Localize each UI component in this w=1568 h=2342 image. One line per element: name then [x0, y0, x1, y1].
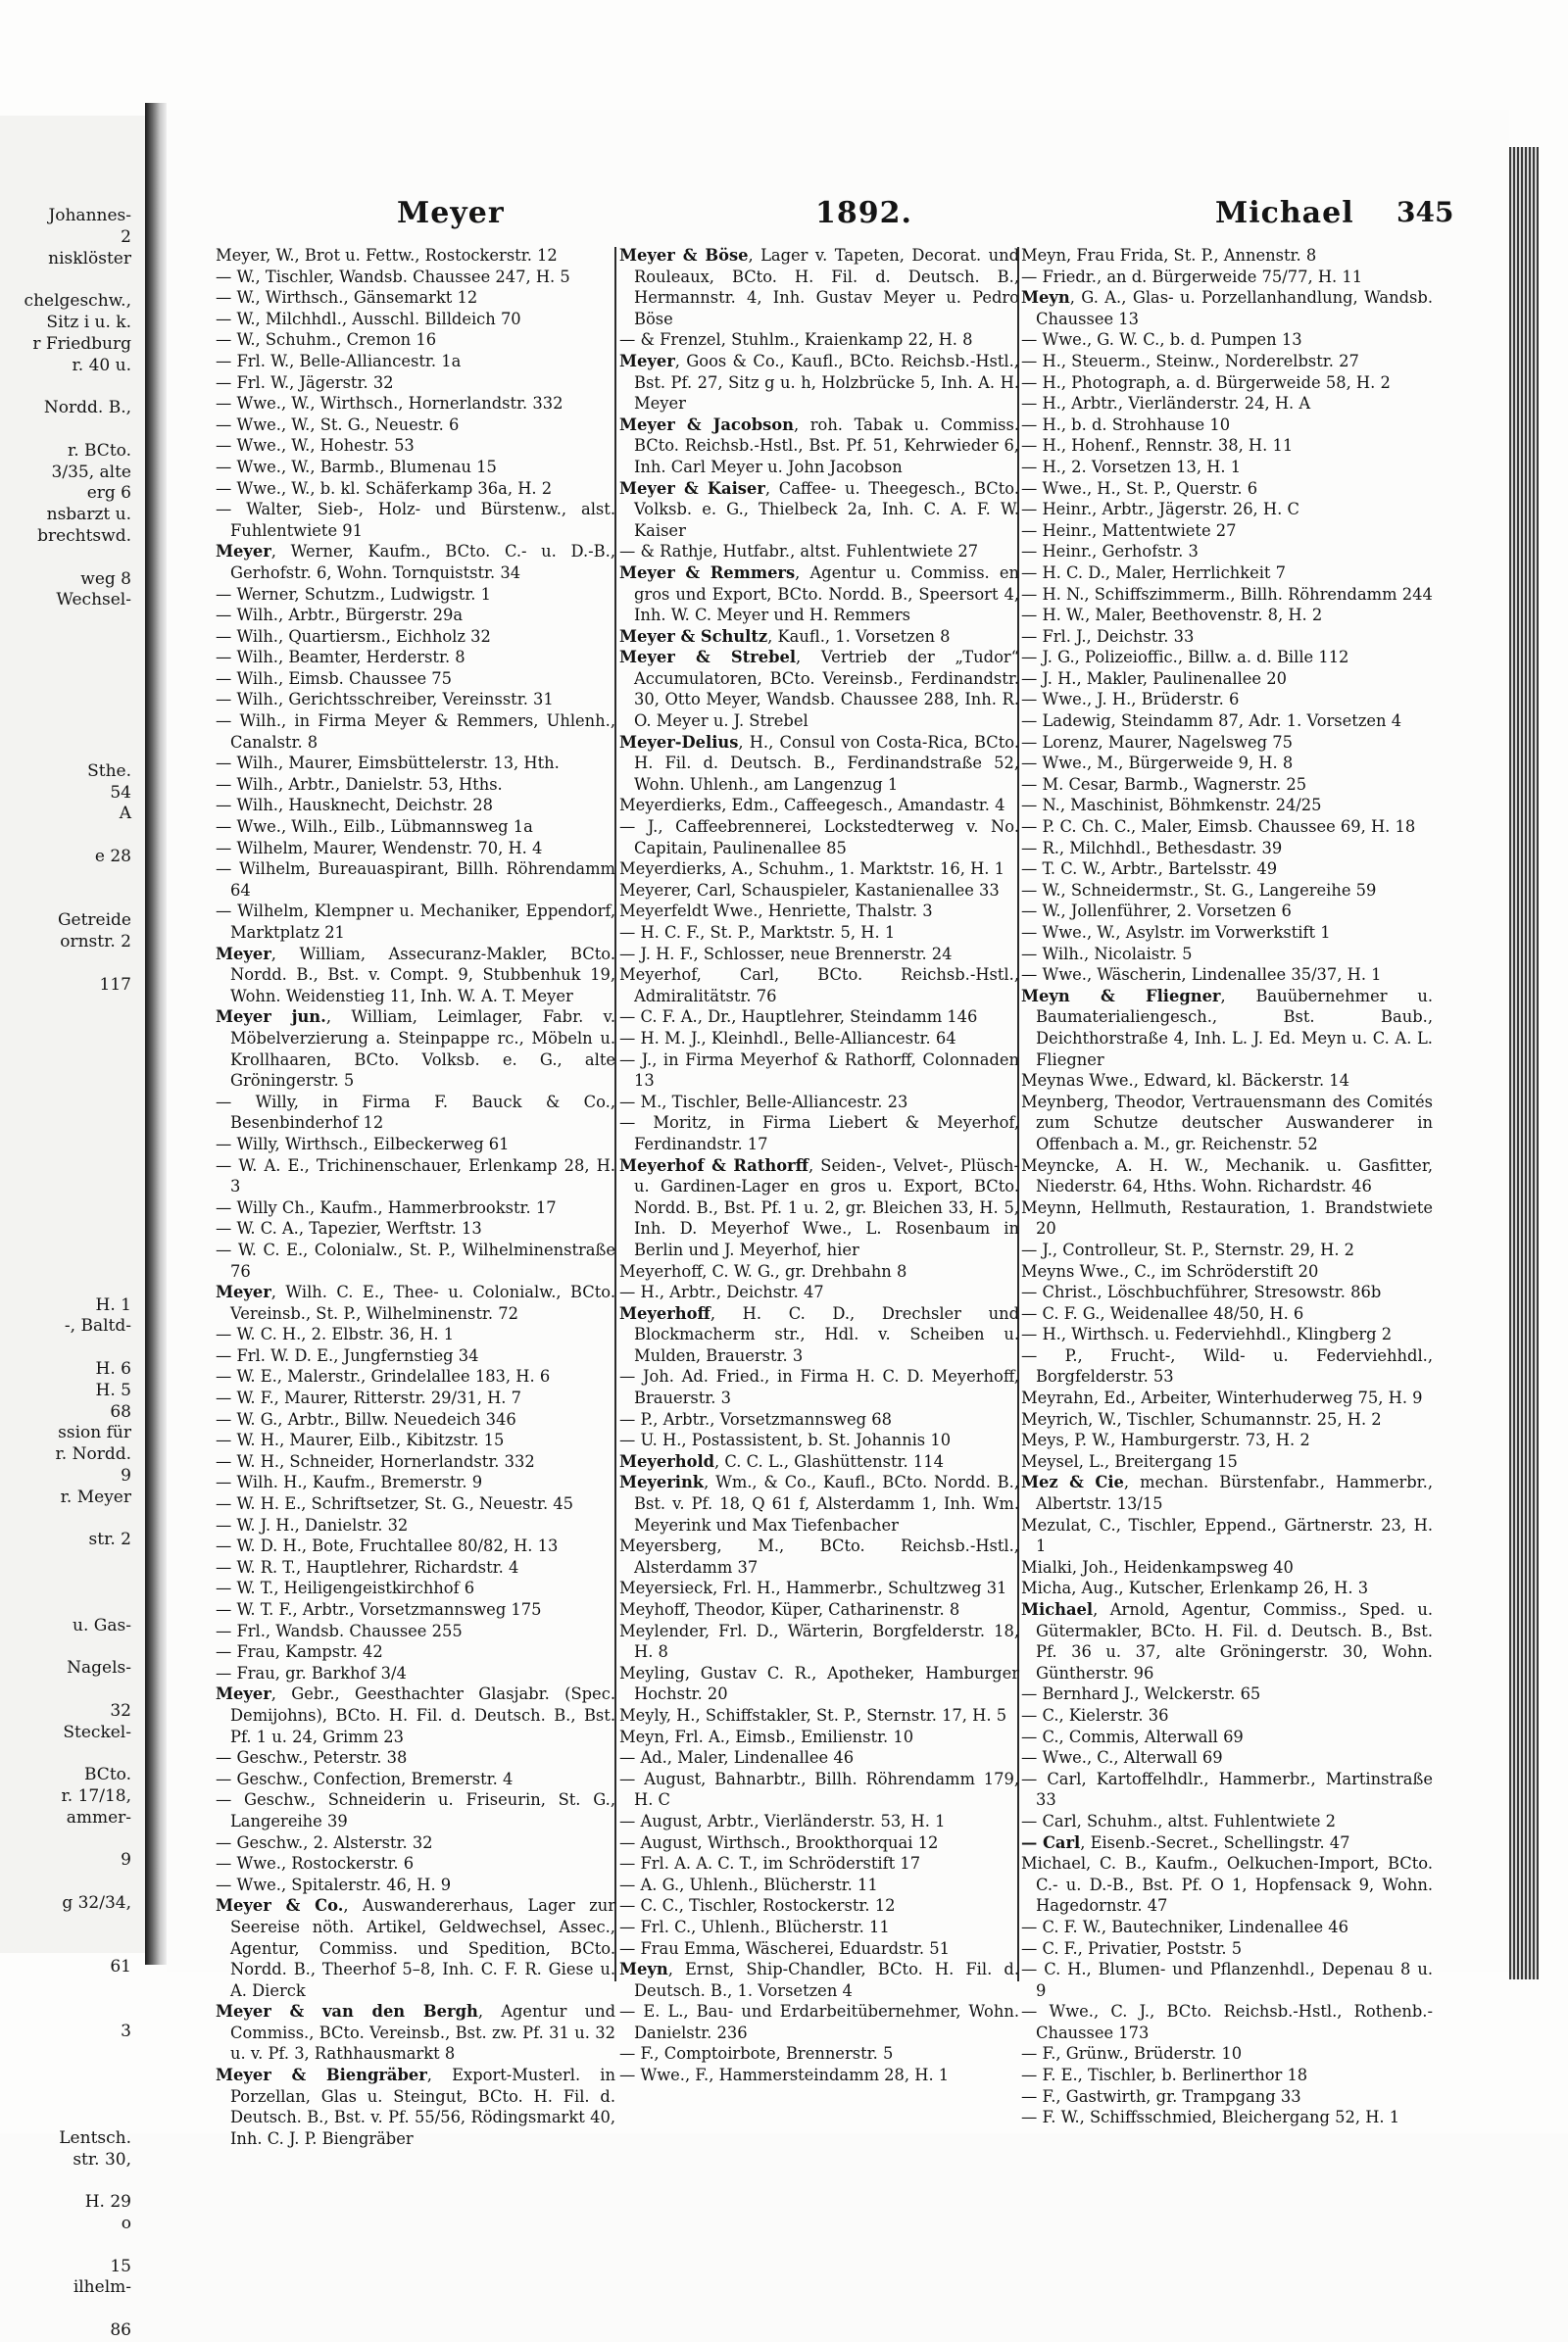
- left-fragment-line: [0, 2043, 131, 2065]
- directory-entry: Meyerink, Wm., & Co., Kaufl., BCto. Nordd. B., Bst. v. Pf. 18, Q 61 f, Alsterdamm 1, Inh. Wm. Meyerink und Max Tiefenbacher: [619, 1473, 1019, 1535]
- directory-entry: Meynberg, Theodor, Vertrauensmann des Comités zum Schutze deutscher Auswanderer in Offenbach a. M., gr. Reichenstr. 52: [1021, 1092, 1433, 1153]
- left-fragment-line: [0, 1573, 131, 1594]
- left-fragment-line: H. 5: [95, 1380, 131, 1400]
- left-fragment-line: H. 1: [95, 1294, 131, 1315]
- directory-entry: — H., Arbtr., Deichstr. 47: [619, 1283, 824, 1302]
- directory-entry: Meyerer, Carl, Schauspieler, Kastanienallee 33: [619, 880, 1000, 900]
- left-fragment-line: [0, 1189, 131, 1210]
- directory-entry: — C. F. G., Weidenallee 48/50, H. 6: [1021, 1303, 1304, 1323]
- directory-entry: — H. C. D., Maler, Herrlichkeit 7: [1021, 562, 1286, 582]
- directory-entry: — Wwe., F., Hammersteindamm 28, H. 1: [619, 2066, 950, 2085]
- directory-entry: — Wilhelm, Maurer, Wendenstr. 70, H. 4: [216, 838, 543, 857]
- directory-entry: — Wilh., in Firma Meyer & Remmers, Uhlenh., Canalstr. 8: [216, 711, 615, 752]
- directory-entry: Meyer & Schultz, Kaufl., 1. Vorsetzen 8: [619, 626, 951, 646]
- directory-entry: — & Frenzel, Stuhlm., Kraienkamp 22, H. 8: [619, 330, 973, 350]
- directory-entry: Meyer & Kaiser, Caffee- u. Theegesch., BCto. Volksb. e. G., Thielbeck 2a, Inh. C. A. F. W. Kaiser: [619, 478, 1019, 540]
- directory-entry: Meyn, Frl. A., Eimsb., Emilienstr. 10: [619, 1727, 914, 1746]
- left-fragment-line: ssion für: [58, 1423, 131, 1443]
- left-fragment-line: [0, 269, 131, 291]
- directory-entry: Meyer & Remmers, Agentur u. Commiss. en gros und Export, BCto. Nordd. B., Speersort 4, Inh. W. C. Meyer und H. Remmers: [619, 562, 1019, 625]
- directory-entry: Meyrich, W., Tischler, Schumannstr. 25, H. 2: [1021, 1409, 1382, 1429]
- directory-entry: — H., Arbtr., Vierländerstr. 24, H. A: [1021, 394, 1311, 414]
- left-fragment-line: [0, 419, 131, 441]
- directory-entry: Meyer, Wilh. C. E., Thee- u. Colonialw., BCto. Vereinsb., St. P., Wilhelminenstr. 72: [216, 1283, 615, 1323]
- directory-entry: — Wwe., Wilh., Eilb., Lübmannsweg 1a: [216, 817, 533, 837]
- directory-entry: Meysel, L., Breitergang 15: [1021, 1451, 1238, 1471]
- directory-entry: Meyer, Goos & Co., Kaufl., BCto. Reichsb.-Hstl., Bst. Pf. 27, Sitz g u. h, Holzbrücke 5, Inh. A. H. Meyer: [619, 351, 1019, 414]
- left-fragment-line: 3/35, alte: [51, 462, 131, 482]
- directory-entry: — F., Gastwirth, gr. Trampgang 33: [1021, 2086, 1301, 2106]
- directory-entry: Meyer & Biengräber, Export-Musterl. in Porzellan, Glas u. Steingut, BCto. H. Fil. d. Deutsch. B., Bst. v. Pf. 55/56, Rödingsmarkt 40, Inh. C. J. P. Biengräber: [216, 2066, 615, 2148]
- left-fragment-line: nsbarzt u.: [46, 505, 131, 525]
- left-fragment-line: r. BCto.: [67, 440, 131, 461]
- directory-entry: — P. C. Ch. C., Maler, Eimsb. Chaussee 69, H. 18: [1021, 817, 1416, 837]
- directory-entry: Meyersieck, Frl. H., Hammerbr., Schultzweg 31: [619, 1579, 1007, 1598]
- directory-entry: — Wwe., W., Hohestr. 53: [216, 436, 415, 456]
- directory-entry: — Willy, Wirthsch., Eilbeckerweg 61: [216, 1134, 510, 1153]
- left-fragment-line: brechtswd.: [37, 525, 131, 546]
- directory-entry: — Frau, Kampstr. 42: [216, 1642, 383, 1662]
- header-year: 1892.: [815, 196, 912, 230]
- left-fragment-line: [0, 1872, 131, 1893]
- left-fragment-line: [0, 2299, 131, 2320]
- directory-entry: Mez & Cie, mechan. Bürstenfabr., Hammerbr., Albertstr. 13/15: [1021, 1473, 1434, 1514]
- directory-entry: — W. H., Schneider, Hornerlandstr. 332: [216, 1451, 535, 1471]
- directory-entry: Mialki, Joh., Heidenkampsweg 40: [1021, 1557, 1294, 1577]
- directory-entry: — P., Arbtr., Vorsetzmannsweg 68: [619, 1409, 892, 1429]
- page-number: 345: [1396, 196, 1454, 228]
- book-spine: [145, 103, 167, 1965]
- directory-entry: — Frl. W. D. E., Jungfernstieg 34: [216, 1345, 479, 1365]
- directory-entry: — H., 2. Vorsetzen 13, H. 1: [1021, 457, 1242, 476]
- left-fragment-line: ornstr. 2: [60, 932, 131, 952]
- directory-entry: Meyer, W., Brot u. Fettw., Rostockerstr. 12: [216, 246, 558, 265]
- column-1: [216, 245, 616, 2148]
- directory-entry: Meyer & van den Bergh, Agentur und Commiss., BCto. Vereinsb., Bst. zw. Pf. 31 u. 32 u. v. Pf. 3, Rathhausmarkt 8: [216, 2002, 615, 2064]
- left-fragment-line: str. 30,: [73, 2149, 131, 2170]
- directory-entry: Meyer & Co., Auswandererhaus, Lager zur Seereise nöth. Artikel, Geldwechsel, Assec., Agentur, Commiss. und Spedition, BCto. Nordd. B., Theerhof 5–8, Inh. C. F. R. Giese u. A. Dierck: [216, 1896, 616, 2000]
- left-fragment-line: [0, 1209, 131, 1231]
- left-fragment-line: [0, 718, 131, 740]
- directory-entry: — Wilh., Beamter, Herderstr. 8: [216, 648, 466, 667]
- directory-entry: — August, Wirthsch., Brookthorquai 12: [619, 1832, 939, 1852]
- directory-entry: Mezulat, C., Tischler, Eppend., Gärtnerstr. 23, H. 1: [1021, 1515, 1433, 1556]
- left-fragment-line: [0, 1830, 131, 1851]
- left-fragment-line: [0, 1146, 131, 1167]
- directory-entry: Meyling, Gustav C. R., Apotheker, Hamburger Hochstr. 20: [619, 1663, 1019, 1704]
- left-fragment-line: Lentsch.: [59, 2127, 131, 2148]
- directory-entry: — F. E., Tischler, b. Berlinerthor 18: [1021, 2066, 1308, 2085]
- directory-entry: — Werner, Schutzm., Ludwigstr. 1: [216, 584, 491, 604]
- directory-entry: — F. W., Schiffsschmied, Bleichergang 52, H. 1: [1021, 2108, 1400, 2127]
- directory-entry: — Wilh., Arbtr., Bürgerstr. 29a: [216, 606, 464, 625]
- directory-entry: — J. H., Makler, Paulinenallee 20: [1021, 668, 1287, 688]
- directory-entry: — W. H., Maurer, Eilb., Kibitzstr. 15: [216, 1431, 505, 1450]
- page-edges: [1509, 147, 1539, 1979]
- directory-entry: — Wwe., W., b. kl. Schäferkamp 36a, H. 2: [216, 478, 553, 498]
- directory-entry: — C. F., Privatier, Poststr. 5: [1021, 1938, 1243, 1958]
- directory-entry: — J., Caffeebrennerei, Lockstedterweg v. No. Capitain, Paulinenallee 85: [619, 817, 1019, 857]
- left-fragment-line: [0, 2064, 131, 2085]
- directory-entry: Meys, P. W., Hamburgerstr. 73, H. 2: [1021, 1431, 1310, 1450]
- directory-entry: — August, Bahnarbtr., Billh. Röhrendamm 179, H. C: [619, 1769, 1019, 1810]
- directory-entry: — F., Grünw., Brüderstr. 10: [1021, 2044, 1243, 2064]
- directory-entry: — Carl, Schuhm., altst. Fuhlentwiete 2: [1021, 1811, 1336, 1830]
- left-fragment-line: [0, 2107, 131, 2128]
- left-fragment-line: [0, 1039, 131, 1060]
- directory-entry: — M., Tischler, Belle-Alliancestr. 23: [619, 1092, 908, 1111]
- directory-entry: — Geschw., Peterstr. 38: [216, 1748, 408, 1768]
- directory-entry: Meyn, G. A., Glas- u. Porzellanhandlung, Wandsb. Chaussee 13: [1021, 288, 1433, 328]
- directory-entry: — Wwe., W., Asylstr. im Vorwerkstift 1: [1021, 923, 1331, 942]
- left-fragment-line: [0, 1338, 131, 1359]
- directory-entry: Meyer & Jacobson, roh. Tabak u. Commiss. BCto. Reichsb.-Hstl., Bst. Pf. 51, Kehrwieder 6, Inh. Carl Meyer u. John Jacobson: [619, 415, 1019, 476]
- left-fragment-line: 61: [110, 1957, 131, 1977]
- directory-entry: — W., Milchhdl., Ausschl. Billdeich 70: [216, 309, 521, 328]
- directory-entry: — Heinr., Arbtr., Jägerstr. 26, H. C: [1021, 500, 1299, 519]
- left-fragment-line: o: [121, 2213, 131, 2233]
- directory-entry: — C. H., Blumen- und Pflanzenhdl., Depenau 8 u. 9: [1021, 1960, 1433, 2000]
- left-fragment-line: -, Baltd-: [64, 1316, 131, 1337]
- directory-entry: — E. L., Bau- und Erdarbeitübernehmer, Wohn. Danielstr. 236: [619, 2002, 1019, 2042]
- left-fragment-line: r Friedburg: [32, 333, 131, 354]
- directory-entry: — Frl., Wandsb. Chaussee 255: [216, 1621, 463, 1640]
- directory-entry: — Wilh., Arbtr., Danielstr. 53, Hths.: [216, 774, 503, 794]
- directory-entry: Meyerhoff, C. W. G., gr. Drehbahn 8: [619, 1261, 907, 1281]
- left-fragment-line: [0, 996, 131, 1017]
- directory-entry: Meyncke, A. H. W., Mechanik. u. Gasfitter, Niederstr. 64, Hths. Wohn. Richardstr. 46: [1021, 1155, 1433, 1196]
- directory-entry: Michael, C. B., Kaufm., Oelkuchen-Import, BCto. C.- u. D.-B., Bst. Pf. O 1, Hopfensack 9, Wohn. Hagedornstr. 47: [1021, 1854, 1433, 1916]
- left-fragment-line: [0, 1102, 131, 1124]
- directory-entry: — W., Wirthsch., Gänsemarkt 12: [216, 288, 478, 308]
- directory-entry: — Wwe., C., Alterwall 69: [1021, 1748, 1223, 1768]
- directory-entry: — Wwe., Spitalerstr. 46, H. 9: [216, 1875, 452, 1894]
- directory-entry: — Willy Ch., Kaufm., Hammerbrookstr. 17: [216, 1197, 557, 1217]
- left-fragment-line: [0, 676, 131, 698]
- directory-entry: — H., Steuerm., Steinw., Norderelbstr. 27: [1021, 351, 1359, 370]
- directory-entry: Meyersberg, M., BCto. Reichsb.-Hstl., Alsterdamm 37: [619, 1537, 1019, 1577]
- directory-entry: — W. J. H., Danielstr. 32: [216, 1515, 409, 1535]
- directory-entry: — H., Wirthsch. u. Federviehhdl., Klingberg 2: [1021, 1325, 1393, 1344]
- directory-entry: — Wwe., W., St. G., Neuestr. 6: [216, 415, 460, 434]
- left-fragment-line: ammer-: [66, 1807, 131, 1828]
- directory-entry: — Geschw., 2. Alsterstr. 32: [216, 1832, 433, 1852]
- directory-entry: — Carl, Eisenb.-Secret., Schellingstr. 47: [1021, 1832, 1350, 1852]
- header-left-word: Meyer: [397, 196, 505, 230]
- left-fragment-line: [0, 697, 131, 718]
- left-fragment-line: [0, 2085, 131, 2107]
- left-fragment-line: Sitz i u. k.: [46, 312, 131, 332]
- directory-entry: Meyer jun., William, Leimlager, Fabr. v. Möbelverzierung a. Steinpappe rc., Möbeln u. Krollhaaren, BCto. Volksb. e. G., alte Gröningerstr. 5: [216, 1007, 616, 1091]
- directory-entry: — Frau, gr. Barkhof 3/4: [216, 1663, 407, 1683]
- directory-entry: Meyns Wwe., C., im Schröderstift 20: [1021, 1261, 1319, 1281]
- directory-entry: — & Rathje, Hutfabr., altst. Fuhlentwiete 27: [619, 542, 979, 561]
- left-fragment-line: 9: [121, 1466, 131, 1487]
- directory-page: [167, 110, 1509, 2148]
- directory-entry: — W. H. E., Schriftsetzer, St. G., Neuestr. 45: [216, 1494, 574, 1514]
- left-fragment-line: r. Meyer: [60, 1487, 131, 1507]
- left-fragment-line: [0, 1636, 131, 1658]
- directory-entry: — W. T., Heiligengeistkirchhof 6: [216, 1579, 475, 1598]
- left-fragment-line: e 28: [94, 846, 131, 866]
- directory-entry: — R., Milchhdl., Bethesdastr. 39: [1021, 838, 1283, 857]
- directory-entry: — M. Cesar, Barmb., Wagnerstr. 25: [1021, 774, 1307, 794]
- left-fragment-line: [0, 1509, 131, 1531]
- left-fragment-line: [0, 825, 131, 847]
- directory-entry: — Wwe., C. J., BCto. Reichsb.-Hstl., Rothenb.-Chaussee 173: [1021, 2002, 1433, 2042]
- left-fragment-line: [0, 868, 131, 890]
- directory-entry: — Heinr., Gerhofstr. 3: [1021, 542, 1199, 561]
- left-fragment-line: [0, 2000, 131, 2022]
- directory-entry: — C., Commis, Alterwall 69: [1021, 1727, 1244, 1746]
- left-fragment-line: r. Nordd.: [55, 1444, 131, 1465]
- directory-entry: — Wilh., Nicolaistr. 5: [1021, 944, 1193, 963]
- left-fragment-line: [0, 1594, 131, 1616]
- directory-entry: — Wilh., Gerichtsschreiber, Vereinsstr. 31: [216, 690, 554, 709]
- directory-entry: — Joh. Ad. Fried., in Firma H. C. D. Meyerhoff, Brauerstr. 3: [619, 1367, 1019, 1408]
- left-fragment-line: Sthe.: [87, 760, 131, 781]
- directory-entry: — J. H. F., Schlosser, neue Brennerstr. 24: [619, 944, 953, 963]
- left-fragment-line: A: [119, 804, 131, 824]
- directory-entry: Meyn, Ernst, Ship-Chandler, BCto. H. Fil. d. Deutsch. B., 1. Vorsetzen 4: [619, 1960, 1019, 2000]
- left-fragment-line: [0, 1252, 131, 1274]
- directory-entry: — C. F. A., Dr., Hauptlehrer, Steindamm 146: [619, 1007, 978, 1027]
- directory-entry: Meyrahn, Ed., Arbeiter, Winterhuderweg 75, H. 9: [1021, 1389, 1423, 1408]
- left-fragment-line: r. 17/18,: [61, 1785, 131, 1806]
- left-fragment-line: erg 6: [86, 483, 131, 504]
- left-fragment-line: 15: [110, 2256, 131, 2276]
- directory-entry: — Frl. C., Uhlenh., Blücherstr. 11: [619, 1917, 890, 1936]
- left-fragment-line: 3: [121, 2021, 131, 2041]
- directory-entry: Meyerdierks, Edm., Caffeegesch., Amandastr. 4: [619, 796, 1005, 815]
- directory-entry: — Ladewig, Steindamm 87, Adr. 1. Vorsetzen 4: [1021, 711, 1402, 731]
- directory-entry: — Friedr., an d. Bürgerweide 75/77, H. 11: [1021, 267, 1363, 286]
- directory-entry: — Wwe., M., Bürgerweide 9, H. 8: [1021, 754, 1294, 773]
- left-fragment-line: 86: [110, 2319, 131, 2340]
- directory-entry: Meylender, Frl. D., Wärterin, Borgfelderstr. 18, H. 8: [619, 1621, 1019, 1662]
- directory-entry: Meyerfeldt Wwe., Henriette, Thalstr. 3: [619, 902, 933, 921]
- left-fragment-line: [0, 1082, 131, 1103]
- directory-entry: — Wilh., Maurer, Eimsbüttelerstr. 13, Hth.: [216, 754, 560, 773]
- left-fragment-line: [0, 1274, 131, 1295]
- directory-entry: — Frl. W., Belle-Alliancestr. 1a: [216, 351, 462, 370]
- directory-entry: — Geschw., Schneiderin u. Friseurin, St. G., Langereihe 39: [216, 1790, 615, 1830]
- left-fragment-line: Steckel-: [63, 1722, 131, 1742]
- left-fragment-line: [0, 611, 131, 633]
- directory-entry: — Carl, Kartoffelhdlr., Hammerbr., Martinstraße 33: [1021, 1769, 1433, 1810]
- directory-entry: — Wwe., G. W. C., b. d. Pumpen 13: [1021, 330, 1302, 350]
- directory-entry: — Christ., Löschbuchführer, Stresowstr. 86b: [1021, 1283, 1382, 1302]
- directory-entry: — Wwe., W., Wirthsch., Hornerlandstr. 332: [216, 394, 564, 414]
- directory-entry: — A. G., Uhlenh., Blücherstr. 11: [619, 1875, 878, 1894]
- directory-entry: — Frl. W., Jägerstr. 32: [216, 372, 394, 392]
- left-fragment-line: [0, 1680, 131, 1701]
- directory-entry: — U. H., Postassistent, b. St. Johannis 10: [619, 1431, 952, 1450]
- left-fragment-line: [0, 1915, 131, 1936]
- directory-entry: — Frl. J., Deichstr. 33: [1021, 626, 1195, 646]
- left-fragment-line: [0, 1017, 131, 1039]
- directory-entry: — Willy, in Firma F. Bauck & Co., Besenbinderhof 12: [216, 1092, 615, 1133]
- left-fragment-line: H. 29: [84, 2192, 131, 2213]
- left-fragment-line: 54: [110, 782, 131, 803]
- directory-entry: — H., Photograph, a. d. Bürgerweide 58, H. 2: [1021, 372, 1391, 392]
- directory-entry: — W., Jollenführer, 2. Vorsetzen 6: [1021, 902, 1292, 921]
- directory-entry: Meyerhoff, H. C. D., Drechsler und Blockmacherm str., Hdl. v. Scheiben u. Mulden, Brauerstr. 3: [619, 1303, 1019, 1365]
- directory-entry: Meyhoff, Theodor, Küper, Catharinenstr. 8: [619, 1600, 960, 1619]
- left-fragment-line: 9: [121, 1850, 131, 1871]
- directory-entry: — J. G., Polizeioffic., Billw. a. d. Bille 112: [1021, 648, 1349, 667]
- directory-entry: Meyn & Fliegner, Bauübernehmer u. Baumaterialiengesch., Bst. Baub., Deichthorstraße 4, Inh. L. J. Ed. Meyn u. C. A. L. Fliegner: [1021, 986, 1433, 1069]
- left-fragment-line: [0, 1060, 131, 1082]
- left-fragment-line: ilhelm-: [73, 2277, 131, 2298]
- left-page-text: [0, 116, 145, 2342]
- directory-entry: — H., Hohenf., Rennstr. 38, H. 11: [1021, 436, 1294, 456]
- directory-entry: — W. E., Malerstr., Grindelallee 183, H. 6: [216, 1367, 551, 1387]
- left-fragment-line: [0, 376, 131, 398]
- directory-entry: — C., Kielerstr. 36: [1021, 1705, 1169, 1725]
- directory-entry: — T. C. W., Arbtr., Bartelsstr. 49: [1021, 859, 1278, 879]
- directory-entry: — W. R. T., Hauptlehrer, Richardstr. 4: [216, 1557, 519, 1577]
- directory-entry: — F., Comptoirbote, Brennerstr. 5: [619, 2044, 894, 2064]
- left-fragment-line: Nordd. B.,: [43, 398, 131, 418]
- directory-entry: — J., Controlleur, St. P., Sternstr. 29, H. 2: [1021, 1240, 1355, 1259]
- left-fragment-line: [0, 953, 131, 975]
- directory-entry: — Wilh., Eimsb. Chaussee 75: [216, 668, 452, 688]
- directory-entry: — W., Schneidermstr., St. G., Langereihe 59: [1021, 880, 1377, 900]
- left-page-fragment: [0, 116, 148, 2340]
- left-fragment-line: [0, 1978, 131, 2000]
- directory-entry: — Wilh., Quartiersm., Eichholz 32: [216, 626, 491, 646]
- directory-entry: — Moritz, in Firma Liebert & Meyerhof, Ferdinandstr. 17: [619, 1113, 1019, 1153]
- directory-entry: — W., Schuhm., Cremon 16: [216, 330, 437, 350]
- left-fragment-line: [0, 1743, 131, 1765]
- left-fragment-line: chelgeschw.,: [24, 291, 131, 312]
- left-fragment-line: [0, 1167, 131, 1189]
- left-fragment-line: g 32/34,: [62, 1892, 131, 1913]
- left-fragment-line: 68: [110, 1401, 131, 1422]
- left-fragment-line: [0, 1551, 131, 1573]
- directory-entry: — Wwe., Rostockerstr. 6: [216, 1854, 415, 1874]
- column-3: [1021, 245, 1434, 2127]
- directory-entry: Micha, Aug., Kutscher, Erlenkamp 26, H. 3: [1021, 1579, 1369, 1598]
- directory-entry: — W. F., Maurer, Ritterstr. 29/31, H. 7: [216, 1389, 521, 1408]
- left-fragment-line: str. 2: [88, 1530, 131, 1550]
- directory-entry: — W. G., Arbtr., Billw. Neuedeich 346: [216, 1409, 516, 1429]
- left-fragment-line: H. 6: [95, 1359, 131, 1380]
- left-fragment-line: [0, 2235, 131, 2257]
- running-header: [196, 196, 1454, 235]
- left-fragment-line: 2: [121, 226, 131, 247]
- directory-entry: Meyer, Gebr., Geesthachter Glasjabr. (Spec. Demijohns), BCto. H. Fil. d. Deutsch. B., Bst. Pf. 1 u. 24, Grimm 23: [216, 1684, 615, 1746]
- directory-entry: — W. C. A., Tapezier, Werftstr. 13: [216, 1219, 482, 1239]
- left-fragment-line: [0, 1231, 131, 1252]
- column-2: [619, 245, 1019, 2085]
- directory-entry: — Wwe., Wäscherin, Lindenallee 35/37, H. 1: [1021, 965, 1382, 985]
- directory-entry: — Wwe., H., St. P., Querstr. 6: [1021, 478, 1258, 498]
- directory-entry: Meyly, H., Schiffstakler, St. P., Sternstr. 17, H. 5: [619, 1705, 1007, 1725]
- directory-entry: — Wwe., W., Barmb., Blumenau 15: [216, 457, 497, 476]
- left-fragment-line: [0, 1936, 131, 1958]
- directory-entry: — N., Maschinist, Böhmkenstr. 24/25: [1021, 796, 1322, 815]
- left-fragment-line: [0, 2171, 131, 2192]
- directory-entry: Meyer-Delius, H., Consul von Costa-Rica, BCto. H. Fil. d. Deutsch. B., Ferdinandstraße 52, Wohn. Uhlenh., am Langenzug 1: [619, 732, 1019, 794]
- directory-entry: — H. M. J., Kleinhdl., Belle-Alliancestr. 64: [619, 1028, 956, 1048]
- left-fragment-line: [0, 890, 131, 911]
- directory-entry: — C. C., Tischler, Rostockerstr. 12: [619, 1896, 896, 1916]
- directory-entry: — W. D. H., Bote, Fruchtallee 80/82, H. 13: [216, 1537, 559, 1556]
- left-fragment-line: [0, 655, 131, 676]
- directory-entry: Michael, Arnold, Agentur, Commiss., Sped. u. Gütermakler, BCto. H. Fil. d. Deutsch. B., Bst. Pf. 36 u. 37, alte Gröningerstr. 30, Wohn. Güntherstr. 96: [1021, 1600, 1433, 1683]
- directory-entry: — C. F. W., Bautechniker, Lindenallee 46: [1021, 1917, 1349, 1936]
- directory-entry: — Walter, Sieb-, Holz- und Bürstenw., alst. Fuhlentwiete 91: [216, 500, 615, 540]
- directory-entry: — Heinr., Mattentwiete 27: [1021, 520, 1237, 540]
- left-fragment-line: nisklöster: [48, 248, 131, 268]
- left-fragment-line: Johannes-: [48, 206, 131, 225]
- directory-entry: — August, Arbtr., Vierländerstr. 53, H. 1: [619, 1811, 946, 1830]
- directory-entry: — H. N., Schiffszimmerm., Billh. Röhrendamm 244: [1021, 584, 1433, 604]
- directory-entry: — W. T. F., Arbtr., Vorsetzmannsweg 175: [216, 1600, 542, 1619]
- directory-entry: — Bernhard J., Welckerstr. 65: [1021, 1684, 1261, 1704]
- directory-entry: Meyerhof & Rathorff, Seiden-, Velvet-, Plüsch- u. Gardinen-Lager en gros u. Export, BCto. Nordd. B., Bst. Pf. 1 u. 2, gr. Bleichen 33, H. 5, Inh. D. Meyerhof Wwe., L. Rosenbaum in Berlin und J. Meyerhof, hier: [619, 1155, 1019, 1259]
- directory-entry: — W. C. H., 2. Elbstr. 36, H. 1: [216, 1325, 455, 1344]
- directory-entry: — P., Frucht-, Wild- u. Federviehhdl., Borgfelderstr. 53: [1021, 1345, 1433, 1387]
- directory-entry: Meyerdierks, A., Schuhm., 1. Marktstr. 16, H. 1: [619, 859, 1005, 879]
- directory-entry: Meyer, William, Assecuranz-Makler, BCto. Nordd. B., Bst. v. Compt. 9, Stubbenhuk 19, Wohn. Weidenstieg 11, Inh. W. A. T. Meyer: [216, 944, 615, 1005]
- directory-entry: — Wilh., Hausknecht, Deichstr. 28: [216, 796, 494, 815]
- left-fragment-line: u. Gas-: [73, 1615, 131, 1635]
- directory-entry: — Frl. A. A. C. T., im Schröderstift 17: [619, 1854, 921, 1874]
- left-fragment-line: Nagels-: [67, 1658, 131, 1679]
- directory-entry: Meyerhof, Carl, BCto. Reichsb.-Hstl., Admiralitätstr. 76: [619, 965, 1019, 1005]
- directory-entry: — H. W., Maler, Beethovenstr. 8, H. 2: [1021, 606, 1323, 625]
- left-fragment-line: [0, 740, 131, 761]
- directory-entry: — W. C. E., Colonialw., St. P., Wilhelminenstraße 76: [216, 1240, 615, 1281]
- directory-entry: — W., Tischler, Wandsb. Chaussee 247, H. 5: [216, 267, 570, 286]
- left-fragment-line: BCto.: [84, 1765, 131, 1785]
- left-fragment-line: weg 8: [80, 568, 131, 589]
- directory-entry: Meynas Wwe., Edward, kl. Bäckerstr. 14: [1021, 1071, 1350, 1091]
- directory-entry: Meyer & Strebel, Vertrieb der „Tudor“ Accumulatoren, BCto. Vereinsb., Ferdinandstr. 30, Otto Meyer, Wandsb. Chaussee 288, Inh. R. O. Meyer u. J. Strebel: [619, 648, 1019, 731]
- directory-entry: — Wilhelm, Bureauaspirant, Billh. Röhrendamm 64: [216, 859, 615, 900]
- directory-entry: — Frau Emma, Wäscherei, Eduardstr. 51: [619, 1938, 950, 1958]
- directory-entry: Meyn, Frau Frida, St. P., Annenstr. 8: [1021, 246, 1317, 265]
- left-fragment-line: Wechsel-: [56, 590, 131, 610]
- left-fragment-line: 32: [110, 1700, 131, 1721]
- directory-entry: — H., b. d. Strohhause 10: [1021, 415, 1231, 434]
- left-fragment-line: 117: [99, 974, 131, 995]
- directory-entry: — J., in Firma Meyerhof & Rathorff, Colonnaden 13: [619, 1049, 1019, 1091]
- directory-entry: Meynn, Hellmuth, Restauration, 1. Brandstwiete 20: [1021, 1197, 1433, 1239]
- directory-entry: — Wilhelm, Klempner u. Mechaniker, Eppendorf, Marktplatz 21: [216, 902, 615, 942]
- directory-entry: — Wilh. H., Kaufm., Bremerstr. 9: [216, 1473, 483, 1492]
- left-fragment-line: Getreide: [57, 910, 131, 931]
- directory-entry: — Wwe., J. H., Brüderstr. 6: [1021, 690, 1240, 709]
- directory-entry: Meyerhold, C. C. L., Glashüttenstr. 114: [619, 1451, 944, 1471]
- directory-entry: Meyer, Werner, Kaufm., BCto. C.- u. D.-B., Gerhofstr. 6, Wohn. Tornquiststr. 34: [216, 542, 615, 582]
- left-fragment-line: [0, 548, 131, 569]
- left-fragment-line: r. 40 u.: [72, 355, 131, 375]
- left-fragment-line: [0, 633, 131, 655]
- directory-entry: — Geschw., Confection, Bremerstr. 4: [216, 1769, 514, 1788]
- directory-entry: — Ad., Maler, Lindenallee 46: [619, 1748, 855, 1768]
- directory-entry: — W. A. E., Trichinenschauer, Erlenkamp 28, H. 3: [216, 1155, 615, 1196]
- directory-entry: Meyer & Böse, Lager v. Tapeten, Decorat. und Rouleaux, BCto. H. Fil. d. Deutsch. B., Hermannstr. 4, Inh. Gustav Meyer u. Pedro Böse: [619, 246, 1019, 328]
- directory-entry: — H. C. F., St. P., Marktstr. 5, H. 1: [619, 923, 896, 942]
- directory-entry: — Lorenz, Maurer, Nagelsweg 75: [1021, 732, 1293, 752]
- left-fragment-line: [0, 1124, 131, 1146]
- header-right-word: Michael: [1215, 196, 1354, 230]
